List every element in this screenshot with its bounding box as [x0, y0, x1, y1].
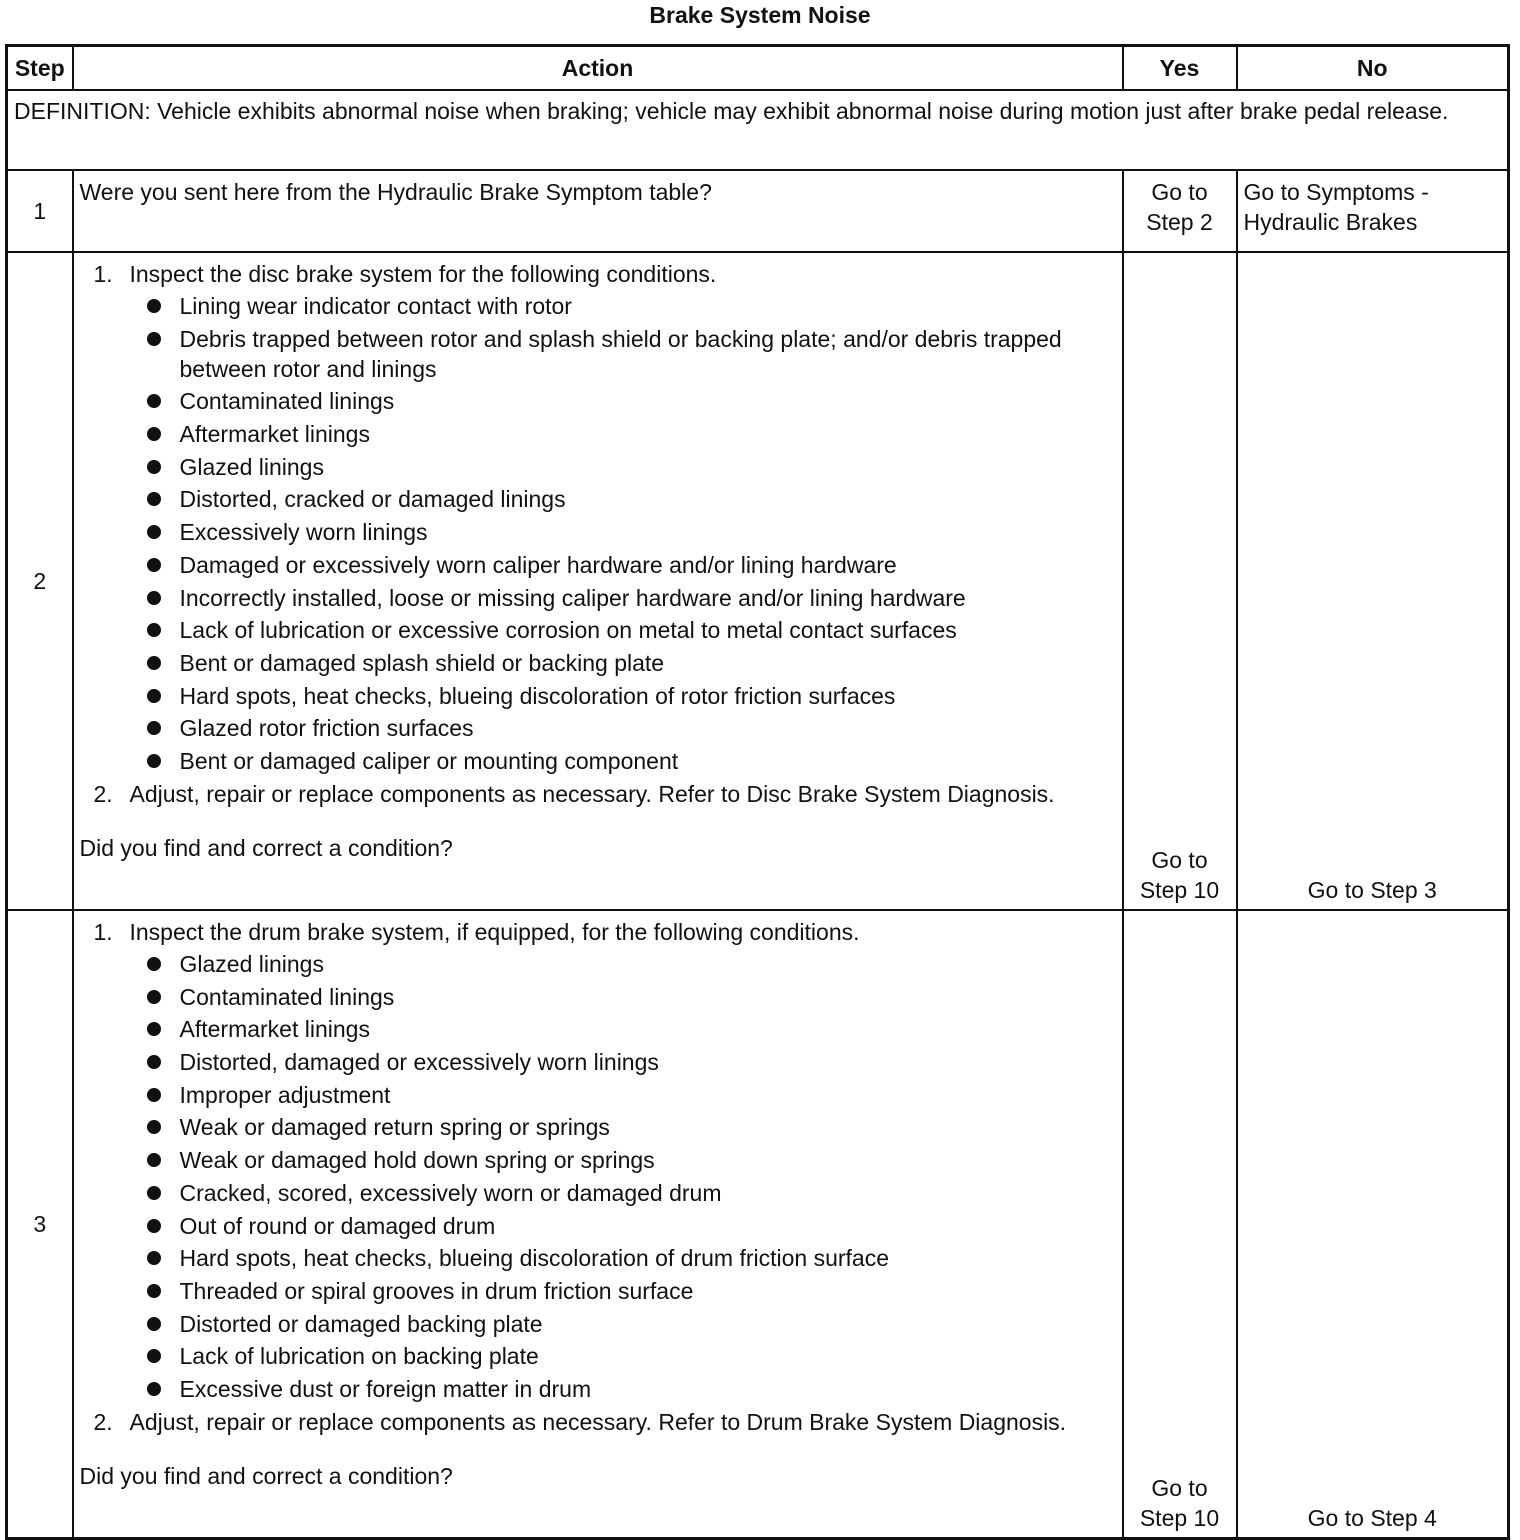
action-list: [80, 917, 1116, 1437]
condition-item: Excessively worn linings: [130, 517, 1116, 547]
condition-item: Damaged or excessively worn caliper hardware and/or lining hardware: [130, 550, 1116, 580]
action-text: Inspect the drum brake system, if equipped, for the following conditions.: [129, 919, 860, 945]
action-item: [80, 917, 1116, 1404]
step-action: [73, 252, 1123, 910]
header-action: Action: [73, 46, 1123, 91]
condition-item: Debris trapped between rotor and splash shield or backing plate; and/or debris trapped between rotor and linings: [130, 324, 1116, 384]
step-number: 3: [7, 910, 73, 1539]
action-list: [80, 259, 1116, 809]
definition-text: DEFINITION: Vehicle exhibits abnormal noise when braking; vehicle may exhibit abnormal noise during motion just after brake pedal release.: [7, 90, 1509, 170]
action-text: Adjust, repair or replace components as necessary. Refer to Drum Brake System Diagnosis.: [129, 1408, 1067, 1435]
action-number: 2.: [93, 780, 113, 807]
condition-item: Cracked, scored, excessively worn or damaged drum: [130, 1178, 1116, 1208]
condition-item: Contaminated linings: [130, 982, 1116, 1012]
condition-list: [130, 291, 1116, 776]
table-row: [7, 910, 1509, 1539]
condition-item: Distorted, damaged or excessively worn linings: [130, 1047, 1116, 1077]
no-cell: Go to Step 3: [1237, 252, 1509, 910]
header-row: [7, 46, 1509, 91]
step-number: 2: [7, 252, 73, 910]
step-number: 1: [7, 170, 73, 252]
condition-item: Glazed rotor friction surfaces: [130, 713, 1116, 743]
action-text: Inspect the disc brake system for the following conditions.: [129, 261, 717, 287]
yes-cell: Go to Step 10: [1123, 252, 1237, 910]
condition-list: [130, 949, 1116, 1404]
condition-item: Glazed linings: [130, 949, 1116, 979]
condition-item: Lack of lubrication on backing plate: [130, 1341, 1116, 1371]
step-question: Did you find and correct a condition?: [79, 834, 453, 861]
definition-row: [7, 90, 1509, 170]
step-action: [73, 910, 1123, 1539]
condition-item: Bent or damaged splash shield or backing plate: [130, 648, 1116, 678]
no-cell: Go to Symptoms - Hydraulic Brakes: [1237, 170, 1509, 252]
condition-item: Out of round or damaged drum: [130, 1211, 1116, 1241]
condition-item: Lining wear indicator contact with rotor: [130, 291, 1116, 321]
page-title: Brake System Noise: [649, 2, 871, 28]
action-text: Adjust, repair or replace components as necessary. Refer to Disc Brake System Diagnosis.: [129, 780, 1055, 807]
action-number: 2.: [93, 1408, 113, 1435]
action-item: [80, 779, 1116, 809]
condition-item: Lack of lubrication or excessive corrosion on metal to metal contact surfaces: [130, 615, 1116, 645]
condition-item: Glazed linings: [130, 452, 1116, 482]
condition-item: Hard spots, heat checks, blueing discoloration of drum friction surface: [130, 1243, 1116, 1273]
header-no: No: [1237, 46, 1509, 91]
header-yes: Yes: [1123, 46, 1237, 91]
header-step: Step: [7, 46, 73, 91]
condition-item: Threaded or spiral grooves in drum friction surface: [130, 1276, 1116, 1306]
condition-item: Improper adjustment: [130, 1080, 1116, 1110]
action-number: 1.: [93, 261, 113, 287]
condition-item: Distorted or damaged backing plate: [130, 1309, 1116, 1339]
no-cell: Go to Step 4: [1237, 910, 1509, 1539]
action-number: 1.: [93, 919, 113, 945]
condition-item: Bent or damaged caliper or mounting component: [130, 746, 1116, 776]
condition-item: Contaminated linings: [130, 386, 1116, 416]
condition-item: Incorrectly installed, loose or missing caliper hardware and/or lining hardware: [130, 583, 1116, 613]
condition-item: Aftermarket linings: [130, 1014, 1116, 1044]
yes-cell: Go to Step 2: [1123, 170, 1237, 252]
condition-item: Distorted, cracked or damaged linings: [130, 484, 1116, 514]
condition-item: Aftermarket linings: [130, 419, 1116, 449]
action-item: [80, 1407, 1116, 1437]
step-question: Did you find and correct a condition?: [79, 1462, 453, 1489]
table-row: [7, 170, 1509, 252]
condition-item: Excessive dust or foreign matter in drum: [130, 1374, 1116, 1404]
condition-item: Hard spots, heat checks, blueing discoloration of rotor friction surfaces: [130, 681, 1116, 711]
table-row: [7, 252, 1509, 910]
yes-cell: Go to Step 10: [1123, 910, 1237, 1539]
step-action: Were you sent here from the Hydraulic Brake Symptom table?: [73, 170, 1123, 252]
condition-item: Weak or damaged hold down spring or springs: [130, 1145, 1116, 1175]
action-item: [80, 259, 1116, 776]
diagnostic-table: [5, 44, 1510, 1540]
condition-item: Weak or damaged return spring or springs: [130, 1112, 1116, 1142]
